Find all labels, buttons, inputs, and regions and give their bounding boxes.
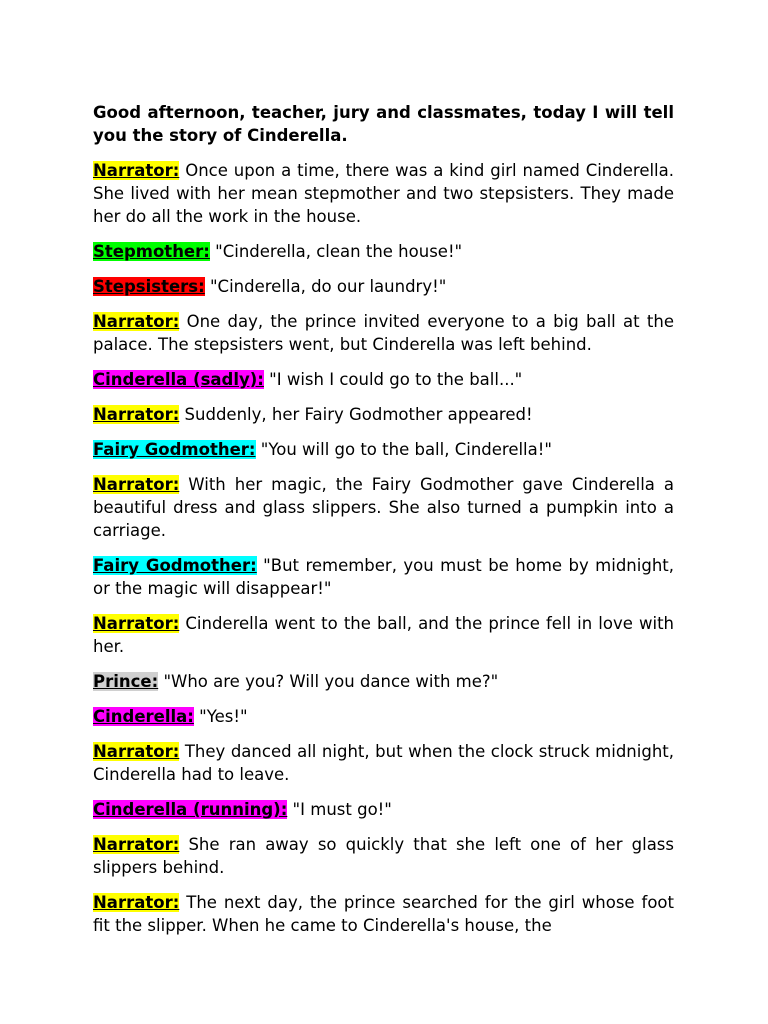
speaker-label: Prince: xyxy=(93,672,159,691)
script-line-narrator xyxy=(93,833,674,879)
line-text: Once upon a time, there was a kind girl named Cinderella. She lived with her mean stepmother and two stepsisters. They made her do all the work in the house. xyxy=(93,161,674,226)
line-text: "I must go!" xyxy=(287,800,392,819)
script-line-stepmother xyxy=(93,240,674,263)
script-line-fairy-godmother xyxy=(93,554,674,600)
line-text: With her magic, the Fairy Godmother gave Cinderella a beautiful dress and glass slippers. She also turned a pumpkin into a carriage. xyxy=(93,475,674,540)
speaker-label: Narrator: xyxy=(93,312,180,331)
line-text: "Cinderella, clean the house!" xyxy=(209,242,463,261)
script-line-narrator xyxy=(93,473,674,542)
script-line-narrator xyxy=(93,403,674,426)
speaker-label: Fairy Godmother: xyxy=(93,556,257,575)
script-line-narrator xyxy=(93,159,674,228)
script-line-narrator xyxy=(93,740,674,786)
line-text: She ran away so quickly that she left one of her glass slippers behind. xyxy=(93,835,674,877)
script-line-fairy-godmother xyxy=(93,438,674,461)
line-text: One day, the prince invited everyone to a big ball at the palace. The stepsisters went, but Cinderella was left behind. xyxy=(93,312,674,354)
line-text: The next day, the prince searched for the girl whose foot fit the slipper. When he came to Cinderella's house, the xyxy=(93,893,674,935)
line-text: "But remember, you must be home by midnight, or the magic will disappear!" xyxy=(93,556,674,598)
line-text: "Cinderella, do our laundry!" xyxy=(204,277,447,296)
line-text: "I wish I could go to the ball..." xyxy=(263,370,523,389)
script-line-cinderella xyxy=(93,368,674,391)
line-text: "You will go to the ball, Cinderella!" xyxy=(255,440,552,459)
speaker-label: Cinderella: xyxy=(93,707,194,726)
speaker-label: Narrator: xyxy=(93,614,180,633)
speaker-label: Narrator: xyxy=(93,835,180,854)
line-text: Cinderella went to the ball, and the prince fell in love with her. xyxy=(93,614,674,656)
speaker-label: Stepsisters: xyxy=(93,277,205,296)
script-line-prince xyxy=(93,670,674,693)
line-text: Suddenly, her Fairy Godmother appeared! xyxy=(179,405,533,424)
intro-paragraph: Good afternoon, teacher, jury and classmates, today I will tell you the story of Cinderella. xyxy=(93,103,674,145)
speaker-label: Fairy Godmother: xyxy=(93,440,256,459)
script-line-cinderella xyxy=(93,705,674,728)
document-page xyxy=(93,101,674,949)
speaker-label: Narrator: xyxy=(93,742,180,761)
speaker-label: Narrator: xyxy=(93,475,180,494)
script-line-cinderella xyxy=(93,798,674,821)
speaker-label: Cinderella (running): xyxy=(93,800,288,819)
speaker-label: Cinderella (sadly): xyxy=(93,370,264,389)
script-line-narrator xyxy=(93,612,674,658)
line-text: "Yes!" xyxy=(193,707,248,726)
speaker-label: Narrator: xyxy=(93,405,180,424)
speaker-label: Stepmother: xyxy=(93,242,210,261)
script-line-narrator xyxy=(93,310,674,356)
line-text: They danced all night, but when the clock struck midnight, Cinderella had to leave. xyxy=(93,742,674,784)
speaker-label: Narrator: xyxy=(93,893,180,912)
speaker-label: Narrator: xyxy=(93,161,180,180)
script-line-stepsisters xyxy=(93,275,674,298)
line-text: "Who are you? Will you dance with me?" xyxy=(158,672,499,691)
script-line-narrator xyxy=(93,891,674,937)
